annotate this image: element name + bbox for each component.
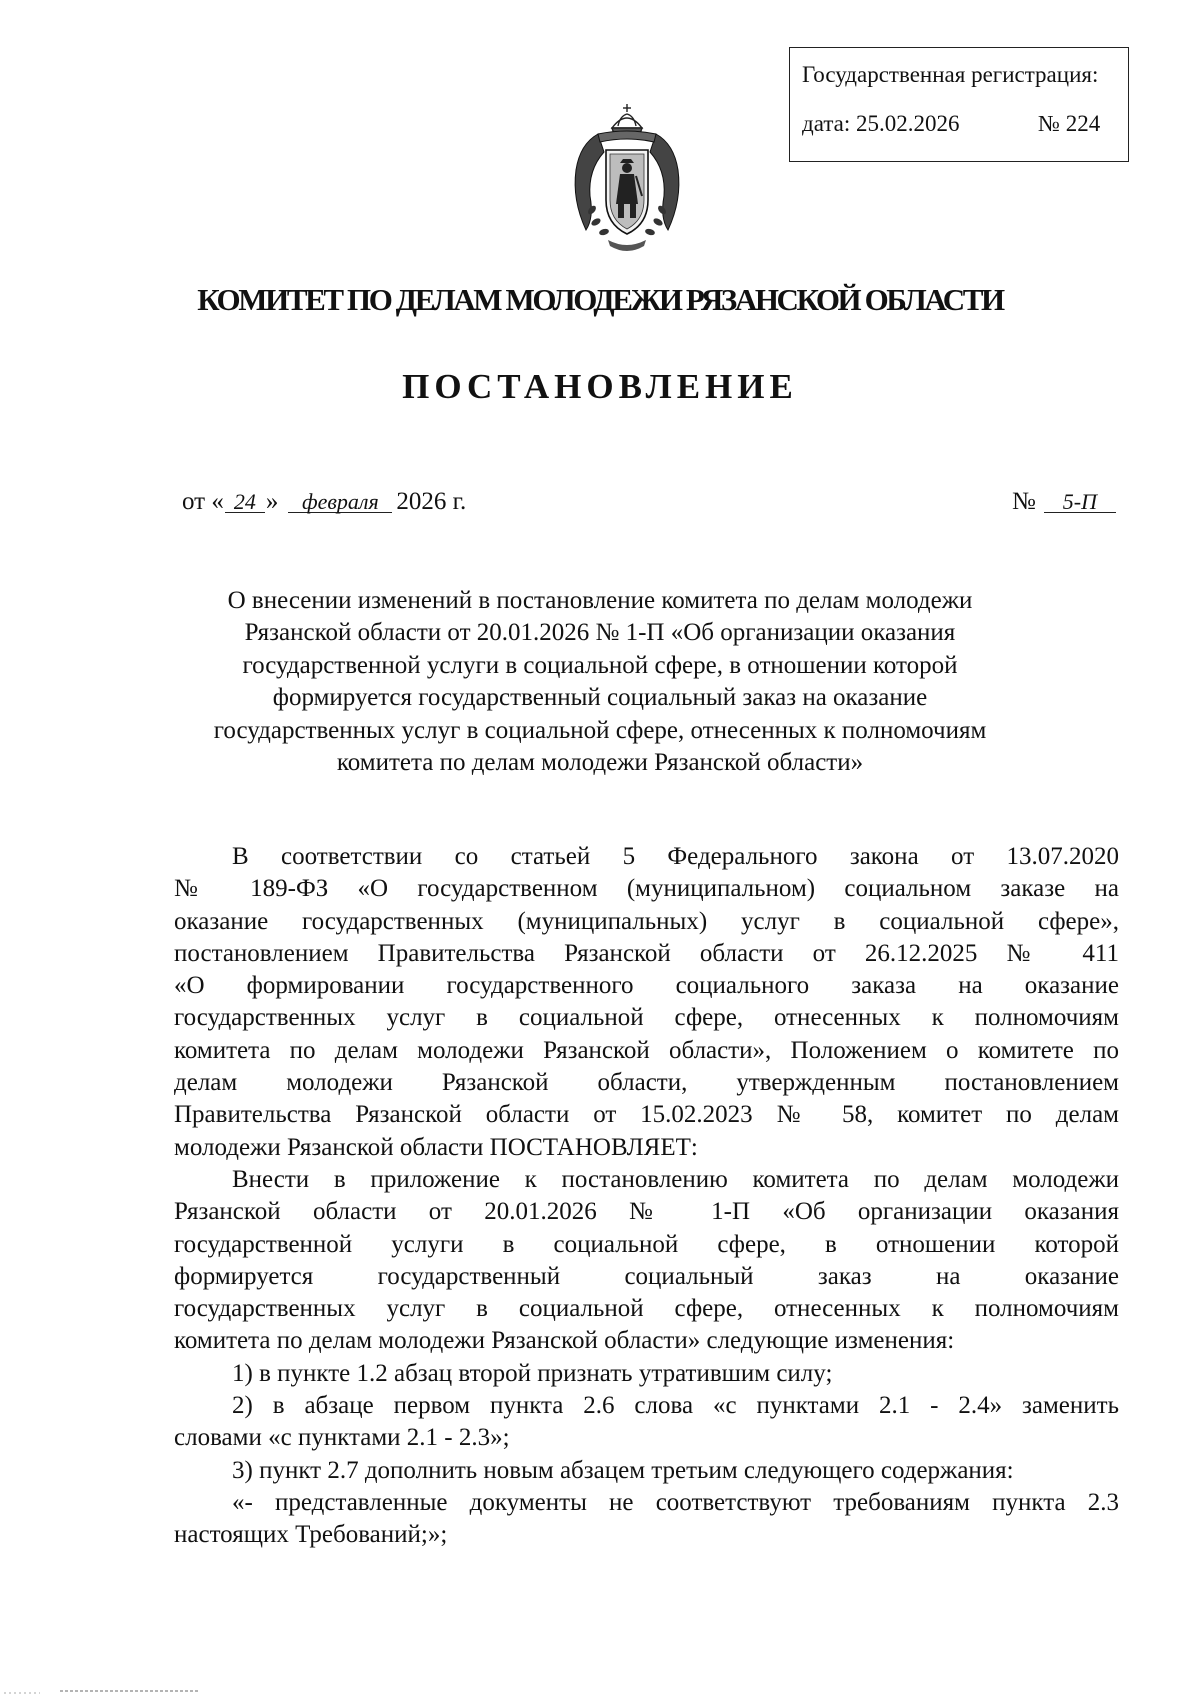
body-line: В соответствии со статьей 5 Федерального закона от 13.07.2020 [232,843,1119,870]
organization-name: КОМИТЕТ ПО ДЕЛАМ МОЛОДЕЖИ РЯЗАНСКОЙ ОБЛАСТИ [197,282,1003,317]
body-line: комитета по делам молодежи Рязанской области», Положением о комитете по [174,1036,1119,1064]
body-line: 3) пункт 2.7 дополнить новым абзацем третьим следующего содержания: [232,1456,1014,1484]
body-line: «О формировании государственного социального заказа на оказание [174,972,1119,1000]
date-prefix: от « [182,488,224,515]
document-date [182,488,466,516]
body-line: Внести в приложение к постановлению комитета по делам молодежи [232,1165,1119,1193]
document-type: ПОСТАНОВЛЕНИЕ [402,367,798,406]
subject-line: государственных услуг в социальной сфере, отнесенных к полномочиям [213,716,987,744]
date-year: 2026 г. [396,488,467,515]
coat-of-arms-icon [568,100,686,262]
scan-artifact [0,1682,240,1698]
body-line: Правительства Рязанской области от 15.02.2023 № 58, комитет по делам [174,1101,1119,1129]
body-line: формируется государственный социальный заказ на оказание [174,1262,1119,1290]
body-line: государственных услуг в социальной сфере, отнесенных к полномочиям [174,1004,1119,1032]
registration-date: дата: 25.02.2026 [802,111,960,136]
body-line: 1) в пункте 1.2 абзац второй признать утратившим силу; [232,1359,833,1387]
number-value: 5-П [1044,492,1116,513]
body-line: оказание государственных (муниципальных) услуг в социальной сфере», [174,907,1119,935]
body-line: № 189-ФЗ «О государственном (муниципальном) социальном заказе на [174,875,1119,903]
subject-line: государственной услуги в социальной сфере, в отношении которой [242,651,958,679]
body-line: настоящих Требований;»; [174,1521,448,1549]
document-subject [190,585,1010,779]
document-body [174,841,1119,1552]
subject-line: формируется государственный социальный заказ на оказание [272,684,928,712]
body-line: комитета по делам молодежи Рязанской области» следующие изменения: [174,1327,955,1355]
date-day: 24 [225,492,265,513]
date-quote-close: » [265,488,279,515]
body-line: молодежи Рязанской области ПОСТАНОВЛЯЕТ: [174,1133,698,1161]
document-number [1012,488,1116,516]
body-line: постановлением Правительства Рязанской области от 26.12.2025 № 411 [174,939,1119,967]
body-line: Рязанской области от 20.01.2026 № 1-П «Об организации оказания [174,1198,1119,1226]
body-line: государственной услуги в социальной сфере, в отношении которой [174,1230,1119,1258]
registration-title: Государственная регистрация: [802,62,1099,87]
body-line: «- представленные документы не соответствуют требованиям пункта 2.3 [232,1488,1119,1516]
number-label: № [1012,488,1036,515]
subject-line: комитета по делам молодежи Рязанской области» [336,749,864,777]
body-line: словами «с пунктами 2.1 - 2.3»; [174,1424,510,1452]
registration-number: № 224 [1038,111,1101,136]
body-line: 2) в абзаце первом пункта 2.6 слова «с пунктами 2.1 - 2.4» заменить [232,1392,1119,1420]
registration-stamp [789,47,1129,162]
subject-line: Рязанской области от 20.01.2026 № 1-П «Об организации оказания [244,619,956,647]
body-line: делам молодежи Рязанской области, утвержденным постановлением [174,1069,1119,1097]
body-line: государственных услуг в социальной сфере, отнесенных к полномочиям [174,1295,1119,1323]
subject-line: О внесении изменений в постановление комитета по делам молодежи [227,587,973,614]
date-month: февраля [288,492,392,513]
